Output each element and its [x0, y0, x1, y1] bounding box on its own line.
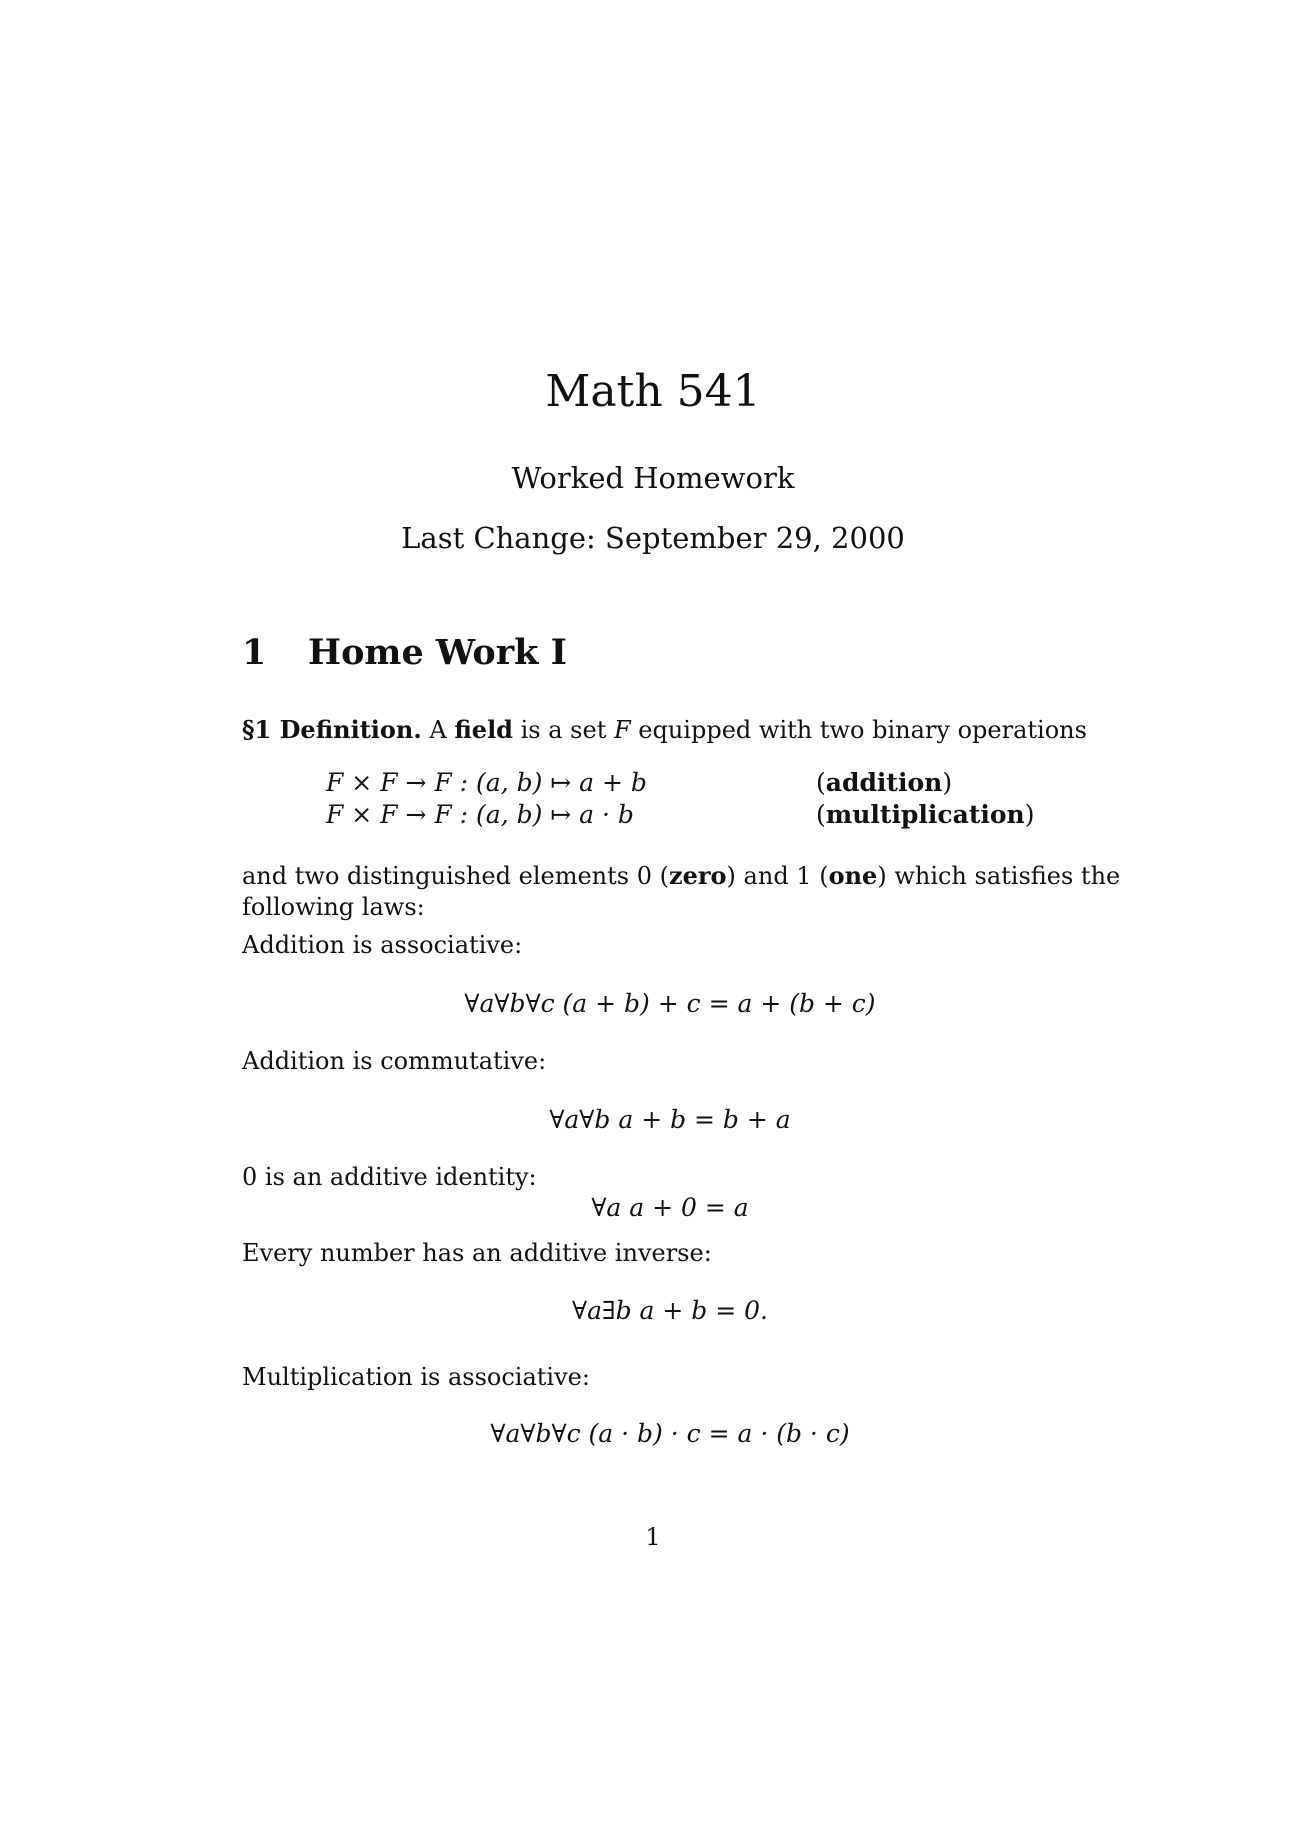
law-formula: ∀a∀b∀c (a + b) + c = a + (b + c) — [464, 989, 876, 1018]
law-label: Multiplication is associative: — [242, 1363, 590, 1391]
definition-paragraph — [242, 713, 1087, 747]
operation-formula: F × F → F : (a, b) ↦ a · b — [326, 800, 634, 829]
definition-label: §1 Definition. — [242, 715, 422, 744]
law-formula: ∀a a + 0 = a — [591, 1193, 749, 1222]
operation-tag: (addition) — [816, 768, 953, 797]
definition-text: equipped with two binary operations — [638, 716, 1087, 744]
law-label: Every number has an additive inverse: — [242, 1239, 712, 1267]
paragraph-text: which satisfies the — [894, 862, 1121, 890]
last-change-date: Last Change: September 29, 2000 — [401, 521, 905, 555]
operation-tag-name: addition — [825, 768, 943, 797]
paragraph-text: and two distinguished elements 0 — [242, 862, 652, 890]
law-formula: ∀a∃b a + b = 0. — [572, 1296, 768, 1325]
section-heading — [242, 628, 567, 678]
definition-text: is a set — [520, 716, 607, 744]
document-subtitle: Worked Homework — [511, 461, 795, 495]
distinguished-elements-line: and two distinguished elements 0 (zero) and 1 (one) which satisfies the — [242, 861, 1121, 890]
law-formula: ∀a∀b a + b = b + a — [549, 1105, 791, 1134]
document-title: Math 541 — [545, 366, 761, 417]
variable-f: F — [613, 716, 631, 744]
definition-text: A — [429, 716, 447, 744]
operation-formula: F × F → F : (a, b) ↦ a + b — [326, 768, 647, 797]
section-number: 1 — [242, 632, 267, 673]
paragraph-text: and 1 — [743, 862, 812, 890]
law-label: Addition is commutative: — [242, 1047, 547, 1075]
operation-tag-name: multiplication — [825, 800, 1025, 829]
term-one: one — [828, 861, 878, 890]
law-label: Addition is associative: — [242, 931, 523, 959]
law-formula: ∀a∀b∀c (a · b) · c = a · (b · c) — [490, 1419, 850, 1448]
distinguished-elements-line-2: following laws: — [242, 893, 425, 921]
page-number: 1 — [645, 1523, 661, 1551]
term-field: field — [454, 715, 513, 744]
law-label: 0 is an additive identity: — [242, 1163, 537, 1191]
operation-tag: (multiplication) — [816, 800, 1035, 829]
section-title: Home Work I — [308, 632, 567, 673]
term-zero: zero — [668, 861, 727, 890]
